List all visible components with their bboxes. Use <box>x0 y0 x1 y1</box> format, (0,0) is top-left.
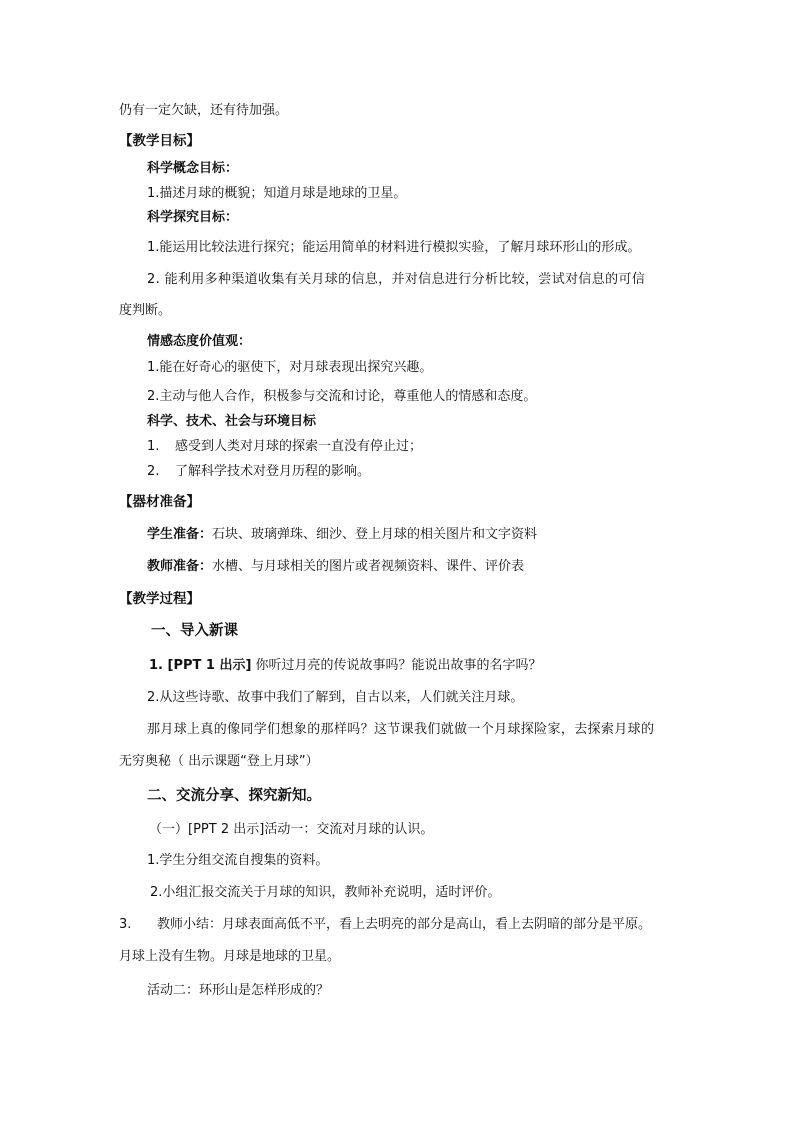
activity-one-item-3-text: 教师小结：月球表面高低不平，看上去明亮的部分是高山，看上去阴暗的部分是平原。 <box>157 917 652 932</box>
sts-goal-1-number: 1. <box>147 439 160 454</box>
step-one-paragraph-cont: 无穷奥秘（ 出示课题“登上月球”） <box>119 754 319 769</box>
activity-two: 活动二：环形山是怎样形成的？ <box>147 983 330 998</box>
activity-one-item-2: 2.小组汇报交流关于月球的知识，教师补充说明，适时评价。 <box>150 885 501 900</box>
teacher-materials-label: 教师准备： <box>147 559 213 574</box>
step-one-paragraph: 那月球上真的像同学们想象的那样吗？这节课我们就做一个月球探险家，去探索月球的 <box>147 722 655 737</box>
step-one-item-1 <box>149 656 542 676</box>
subheading-science-concept: 科学概念目标： <box>147 161 239 176</box>
teacher-materials <box>147 557 524 577</box>
inquiry-goal-2: 2. 能利用多种渠道收集有关月球的信息，并对信息进行分析比较，尝试对信息的可信 <box>147 272 646 287</box>
concept-goal-1: 1.描述月球的概貌；知道月球是地球的卫星。 <box>147 186 407 201</box>
step-one-item-2: 2.从这些诗歌、故事中我们了解到，自古以来，人们就关注月球。 <box>147 690 524 705</box>
section-heading-materials: 【器材准备】 <box>119 494 200 510</box>
student-materials-text: 石块、玻璃弹珠、细沙、登上月球的相关图片和文字资料 <box>212 527 538 542</box>
student-materials <box>147 525 537 545</box>
sts-goal-1-text: 感受到人类对月球的探索一直没有停止过； <box>175 439 423 454</box>
section-heading-teaching-goals: 【教学目标】 <box>119 133 200 149</box>
activity-one-item-3-cont: 月球上没有生物。月球是地球的卫星。 <box>119 949 341 964</box>
ppt-1-tag: 1. [PPT 1 出示] <box>149 658 252 673</box>
step-one-heading: 一、导入新课 <box>151 623 238 639</box>
student-materials-label: 学生准备： <box>147 527 213 542</box>
attitude-goal-1: 1.能在好奇心的驱使下，对月球表现出探究兴趣。 <box>147 360 433 375</box>
subheading-science-inquiry: 科学探究目标： <box>147 210 239 225</box>
inquiry-goal-1: 1.能运用比较法进行探究；能运用简单的材料进行模拟实验，了解月球环形山的形成。 <box>147 240 641 255</box>
subheading-attitude-values: 情感态度价值观： <box>147 334 252 349</box>
inquiry-goal-2-cont: 度判断。 <box>119 303 172 318</box>
activity-one-item-3-number: 3. <box>119 917 132 932</box>
sts-goal-2-number: 2. <box>147 464 160 479</box>
teacher-materials-text: 水槽、与月球相关的图片或者视频资料、课件、评价表 <box>212 559 525 574</box>
attitude-goal-2: 2.主动与他人合作，积极参与交流和讨论，尊重他人的情感和态度。 <box>147 389 537 404</box>
ppt-2-tag: （一）[PPT 2 出示] <box>149 822 265 837</box>
intro-continuation: 仍有一定欠缺，还有待加强。 <box>119 103 289 118</box>
sts-goal-2-text: 了解科学技术对登月历程的影响。 <box>175 464 371 479</box>
activity-one <box>149 820 433 840</box>
step-two-heading: 二、交流分享、探究新知。 <box>147 788 321 804</box>
activity-one-item-1: 1.学生分组交流自搜集的资料。 <box>147 853 329 868</box>
activity-one-text: 活动一：交流对月球的认识。 <box>264 822 434 837</box>
section-heading-teaching-process: 【教学过程】 <box>119 591 200 607</box>
subheading-sts-goals: 科学、技术、社会与环境目标 <box>147 414 317 429</box>
step-one-item-1-text: 你听过月亮的传说故事吗？能说出故事的名字吗？ <box>251 658 542 673</box>
